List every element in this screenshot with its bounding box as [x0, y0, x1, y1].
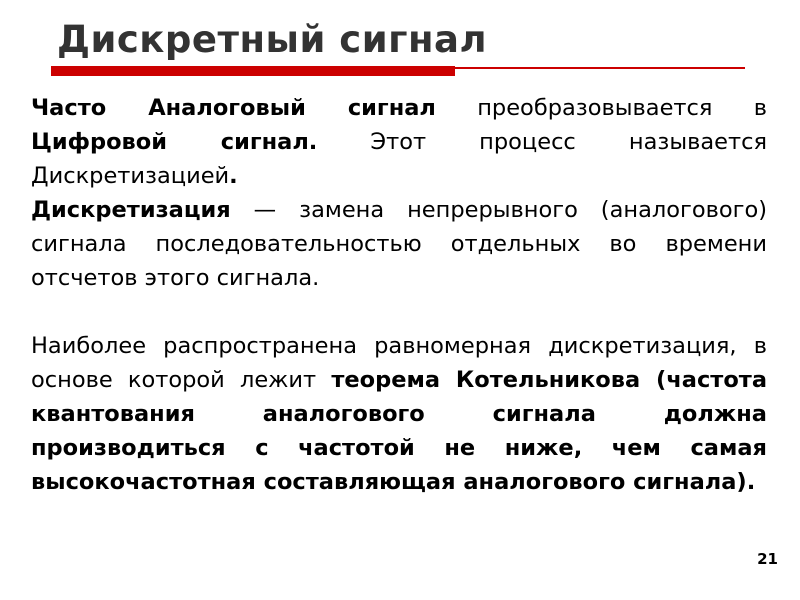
slide-body [31, 91, 767, 499]
paragraph-analog-to-digital [31, 91, 767, 193]
paragraph-spacer [31, 295, 767, 329]
title-underline-thin [455, 67, 745, 69]
text-run: Этот процесс называется Дискретизацией [31, 129, 767, 189]
slide-title: Дискретный сигнал [57, 18, 488, 61]
text-run: — замена непрерывного (аналогового) сигнала последовательностью отдельных во времени отсчетов этого сигнала. [31, 197, 767, 291]
text-bold: Дискретизация [31, 197, 231, 223]
title-underline-thick [51, 66, 455, 76]
text-run: преобразовывается в [435, 95, 767, 121]
paragraph-definition [31, 193, 767, 295]
text-bold: Цифровой сигнал. [31, 129, 318, 155]
text-bold: Часто Аналоговый сигнал [31, 95, 436, 121]
paragraph-kotelnikov [31, 329, 767, 499]
text-run: Наиболее распространена равномерная дискретизация, в основе которой лежит [31, 333, 767, 393]
text-bold: теорема Котельникова (частота квантования аналогового сигнала должна производиться с частотой не ниже, чем самая высокочастотная составляющая аналогового сигнала). [31, 367, 768, 495]
page-number: 21 [757, 550, 778, 568]
text-bold: . [229, 163, 238, 189]
